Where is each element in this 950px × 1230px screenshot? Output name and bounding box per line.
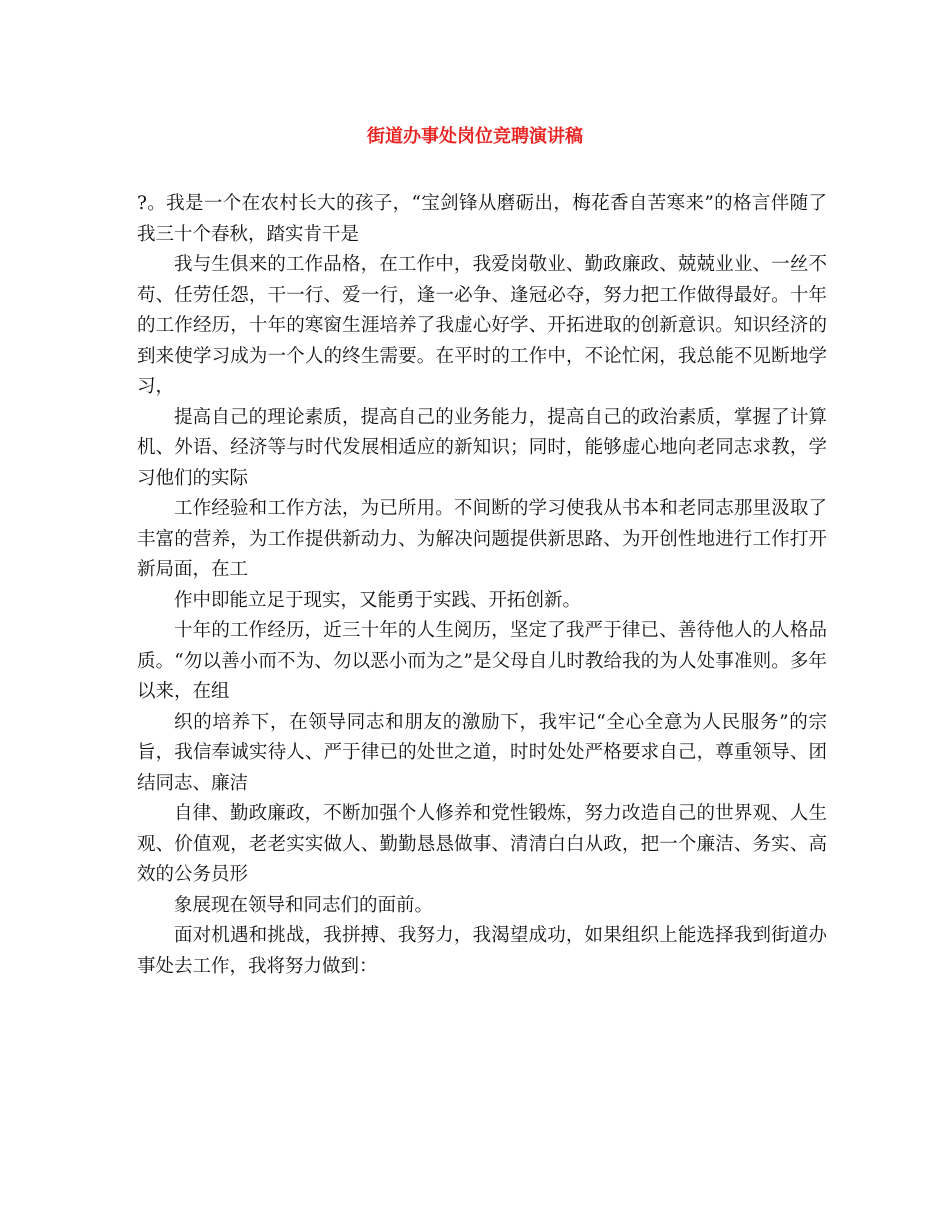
paragraph-3: 提高自己的理论素质，提高自己的业务能力，提高自己的政治素质，掌握了计算机、外语、经济等与时代发展相适应的新知识；同时，能够虚心地向老同志求教，学习他们的实际: [137, 406, 827, 489]
paragraph-2: 我与生俱来的工作品格，在工作中，我爱岗敬业、勤政廉政、兢兢业业、一丝不苟、任劳任怨，干一行、爱一行，逢一必争、逢冠必夺，努力把工作做得最好。十年的工作经历，十年的寒窗生涯培养了我虚心好学、开拓进取的创新意识。知识经济的到来使学习成为一个人的终生需要。在平时的工作中，不论忙闲，我总能不见断地学习，: [137, 254, 827, 397]
paragraph-1: ?。我是一个在农村长大的孩子，“宝剑锋从磨砺出，梅花香自苦寒来”的格言伴随了我三十个春秋，踏实肯干是: [137, 193, 827, 245]
paragraph-5: 作中即能立足于现实，又能勇于实践、开拓创新。: [174, 589, 582, 611]
document-body: [137, 189, 827, 982]
paragraph-9: 象展现在领导和同志们的面前。: [174, 894, 434, 916]
paragraph-10: 面对机遇和挑战，我拼搏、我努力，我渴望成功，如果组织上能选择我到街道办事处去工作，我将努力做到：: [137, 925, 827, 977]
paragraph-7: 织的培养下，在领导同志和朋友的激励下，我牢记“全心全意为人民服务”的宗旨，我信奉诚实待人、严于律已的处世之道，时时处处严格要求自己，尊重领导、团结同志、廉洁: [137, 711, 827, 794]
paragraph-8: 自律、勤政廉政，不断加强个人修养和党性锻炼，努力改造自己的世界观、人生观、价值观，老老实实做人、勤勤恳恳做事、清清白白从政，把一个廉洁、务实、高效的公务员形: [137, 803, 827, 885]
document-title: 街道办事处岗位竞聘演讲稿: [367, 126, 583, 147]
paragraph-6: 十年的工作经历，近三十年的人生阅历，坚定了我严于律已、善待他人的人格品质。“勿以善小而不为、勿以恶小而为之”是父母自儿时教给我的为人处事准则。多年以来，在组: [137, 620, 827, 702]
paragraph-4: 工作经验和工作方法，为已所用。不间断的学习使我从书本和老同志那里汲取了丰富的营养，为工作提供新动力、为解决问题提供新思路、为开创性地进行工作打开新局面，在工: [137, 498, 827, 580]
